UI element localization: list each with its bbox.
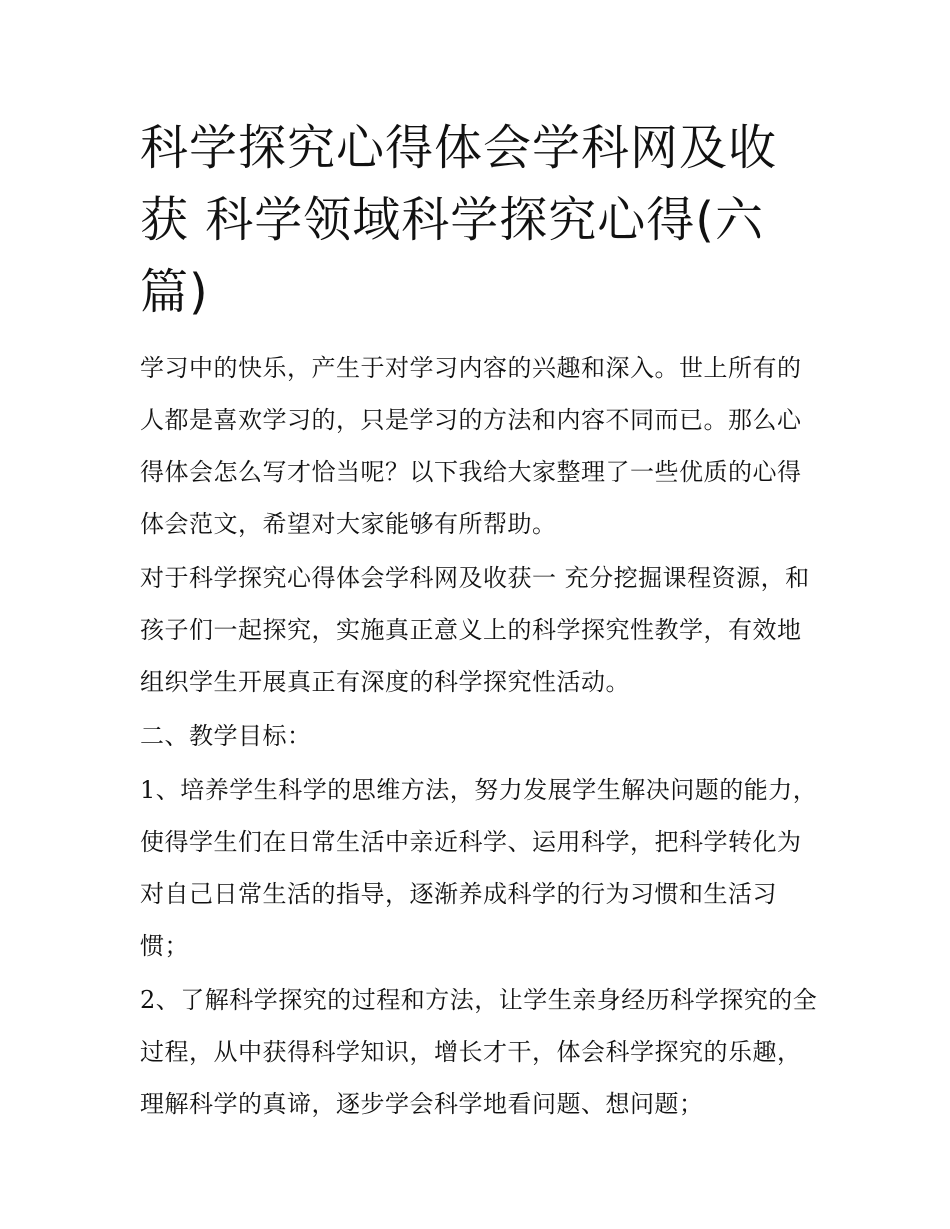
section-heading-teaching-goals: 二、教学目标： (140, 722, 312, 750)
list-item-2: 2、了解科学探究的过程和方法，让学生亲身经历科学探究的全过程，从中获得科学知识，增长才干，体会科学探究的乐趣，理解科学的真谛，逐步学会科学地看问题、想问题； (140, 986, 818, 1118)
document-body (140, 112, 820, 1132)
body-paragraph-1: 对于科学探究心得体会学科网及收获一 充分挖掘课程资源，和孩子们一起探究，实施真正意义上的科学探究性教学，有效地组织学生开展真正有深度的科学探究性活动。 (140, 564, 810, 696)
document-title: 科学探究心得体会学科网及收获 科学领域科学探究心得(六篇) (140, 120, 778, 320)
list-item-1: 1、培养学生科学的思维方法，努力发展学生解决问题的能力，使得学生们在日常生活中亲近科学、运用科学，把科学转化为对自己日常生活的指导，逐渐养成科学的行为习惯和生活习惯； (140, 776, 818, 960)
intro-paragraph: 学习中的快乐，产生于对学习内容的兴趣和深入。世上所有的人都是喜欢学习的，只是学习的方法和内容不同而已。那么心得体会怎么写才恰当呢？以下我给大家整理了一些优质的心得体会范文，希望对大家能够有所帮助。 (140, 354, 802, 538)
